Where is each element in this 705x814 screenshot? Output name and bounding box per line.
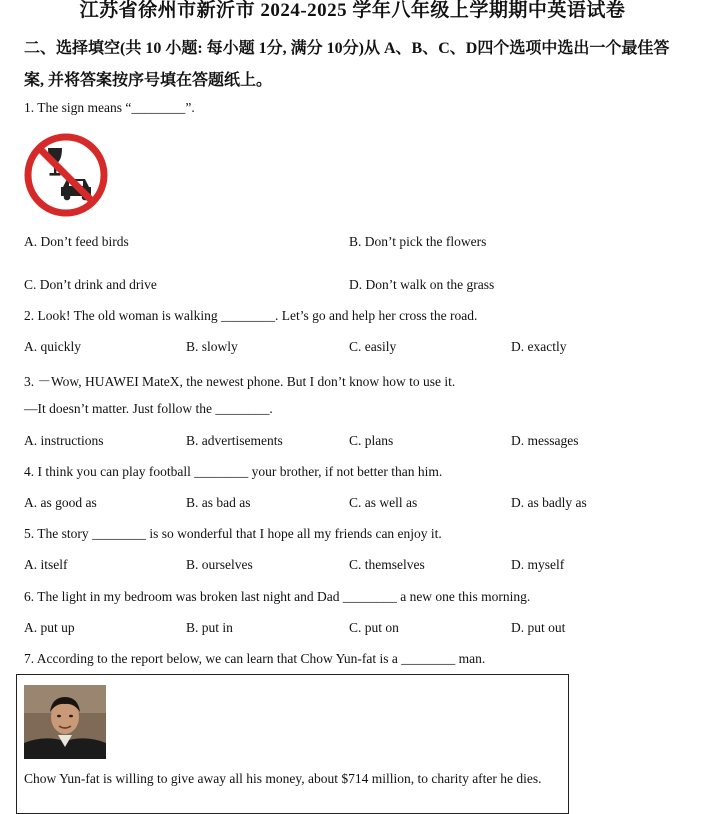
question-7-stem: 7. According to the report below, we can learn that Chow Yun-fat is a ________ man. <box>24 651 486 666</box>
question-3-stem: 3. －Wow, HUAWEI MateX, the newest phone. But I don’t know how to use it. <box>24 374 456 389</box>
question-5-option-a: A. itself <box>24 557 68 572</box>
question-5-stem: 5. The story ________ is so wonderful that I hope all my friends can enjoy it. <box>24 526 442 541</box>
question-1-option-b: B. Don’t pick the flowers <box>349 234 487 249</box>
question-3-option-d: D. messages <box>511 433 579 448</box>
question-4-option-b: B. as bad as <box>186 495 251 510</box>
report-box <box>16 674 569 814</box>
no-drink-driving-sign-icon <box>22 132 110 218</box>
section-heading: 二、选择填空(共 10 小题: 每小题 1分, 满分 10分)从 A、B、C、D四个选项中选出一个最佳答案, 并将答案按序号填在答题纸上。 <box>24 40 670 89</box>
question-5-option-c: C. themselves <box>349 557 425 572</box>
question-4-option-d: D. as badly as <box>511 495 587 510</box>
question-3-stem-reply: —It doesn’t matter. Just follow the ________. <box>24 401 273 416</box>
question-3-option-c: C. plans <box>349 433 394 448</box>
question-6-option-c: C. put on <box>349 620 399 635</box>
question-2-option-b: B. slowly <box>186 339 238 354</box>
portrait-photo <box>24 685 106 759</box>
question-4-option-a: A. as good as <box>24 495 97 510</box>
question-2-option-c: C. easily <box>349 339 397 354</box>
question-6-stem: 6. The light in my bedroom was broken last night and Dad ________ a new one this morning. <box>24 589 531 604</box>
question-3-option-b: B. advertisements <box>186 433 283 448</box>
question-2-stem: 2. Look! The old woman is walking ________. Let’s go and help her cross the road. <box>24 308 478 323</box>
question-4-stem: 4. I think you can play football ________ your brother, if not better than him. <box>24 464 443 479</box>
question-6-option-b: B. put in <box>186 620 233 635</box>
question-2-option-d: D. exactly <box>511 339 567 354</box>
question-3-option-a: A. instructions <box>24 433 104 448</box>
question-6-option-a: A. put up <box>24 620 75 635</box>
question-1-option-c: C. Don’t drink and drive <box>24 277 157 292</box>
exam-title: 江苏省徐州市新沂市 2024-2025 学年八年级上学期期中英语试卷 <box>79 0 626 21</box>
question-4-option-c: C. as well as <box>349 495 418 510</box>
question-6-option-d: D. put out <box>511 620 566 635</box>
question-2-option-a: A. quickly <box>24 339 81 354</box>
question-1-option-d: D. Don’t walk on the grass <box>349 277 495 292</box>
question-5-option-b: B. ourselves <box>186 557 253 572</box>
question-1-option-a: A. Don’t feed birds <box>24 234 129 249</box>
question-1-stem: 1. The sign means “________”. <box>24 100 195 115</box>
question-5-option-d: D. myself <box>511 557 565 572</box>
report-text: Chow Yun-fat is willing to give away all his money, about $714 million, to charity after he dies. <box>24 771 542 786</box>
